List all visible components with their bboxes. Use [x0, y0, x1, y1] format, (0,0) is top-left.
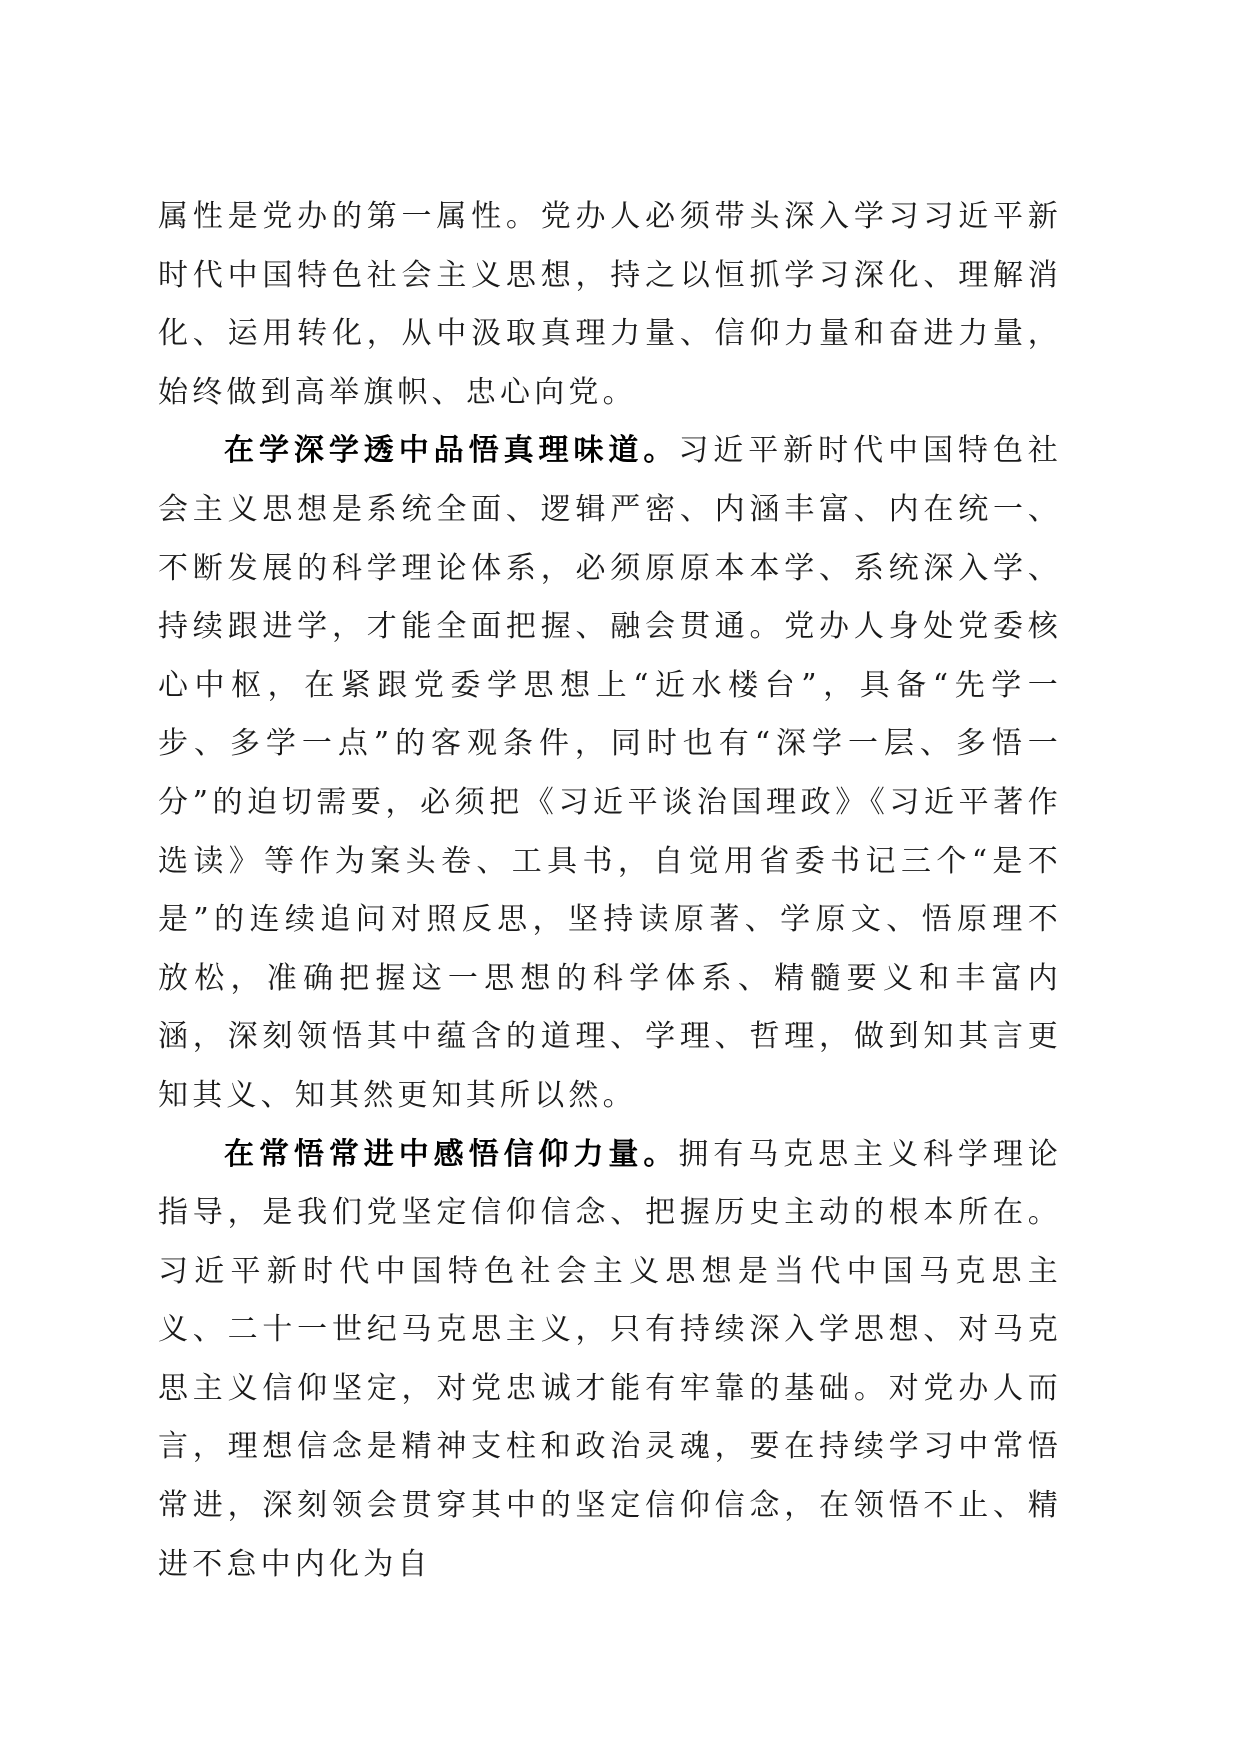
paragraph-continuation — [158, 188, 1062, 422]
paragraph-truth — [158, 422, 1062, 1125]
paragraph-text: 拥有马克思主义科学理论指导，是我们党坚定信仰信念、把握历史主动的根本所在。习近平新时代中国特色社会主义思想是当代中国马克思主义、二十一世纪马克思主义，只有持续深入学思想、对马克思主义信仰坚定，对党忠诚才能有牢靠的基础。对党办人而言，理想信念是精神支柱和政治灵魂，要在持续学习中常悟常进，深刻领会贯穿其中的坚定信仰信念，在领悟不止、精进不怠中内化为自 — [158, 1136, 1063, 1582]
paragraph-faith — [158, 1126, 1062, 1595]
paragraph-text: 属性是党办的第一属性。党办人必须带头深入学习习近平新时代中国特色社会主义思想，持之以恒抓学习深化、理解消化、运用转化，从中汲取真理力量、信仰力量和奋进力量，始终做到高举旗帜、忠心向党。 — [158, 199, 1062, 410]
paragraph-heading: 在学深学透中品悟真理味道。 — [224, 433, 679, 469]
paragraph-heading: 在常悟常进中感悟信仰力量。 — [224, 1136, 679, 1172]
document-body — [158, 188, 1062, 1594]
paragraph-text: 习近平新时代中国特色社会主义思想是系统全面、逻辑严密、内涵丰富、内在统一、不断发展的科学理论体系，必须原原本本学、系统深入学、持续跟进学，才能全面把握、融会贯通。党办人身处党委核心中枢，在紧跟党委学思想上“近水楼台”，具备“先学一步、多学一点”的客观条件，同时也有“深学一层、多悟一分”的迫切需要，必须把《习近平谈治国理政》《习近平著作选读》等作为案头卷、工具书，自觉用省委书记三个“是不是”的连续追问对照反思，坚持读原著、学原文、悟原理不放松，准确把握这一思想的科学体系、精髓要义和丰富内涵，深刻领悟其中蕴含的道理、学理、哲理，做到知其言更知其义、知其然更知其所以然。 — [158, 433, 1063, 1113]
